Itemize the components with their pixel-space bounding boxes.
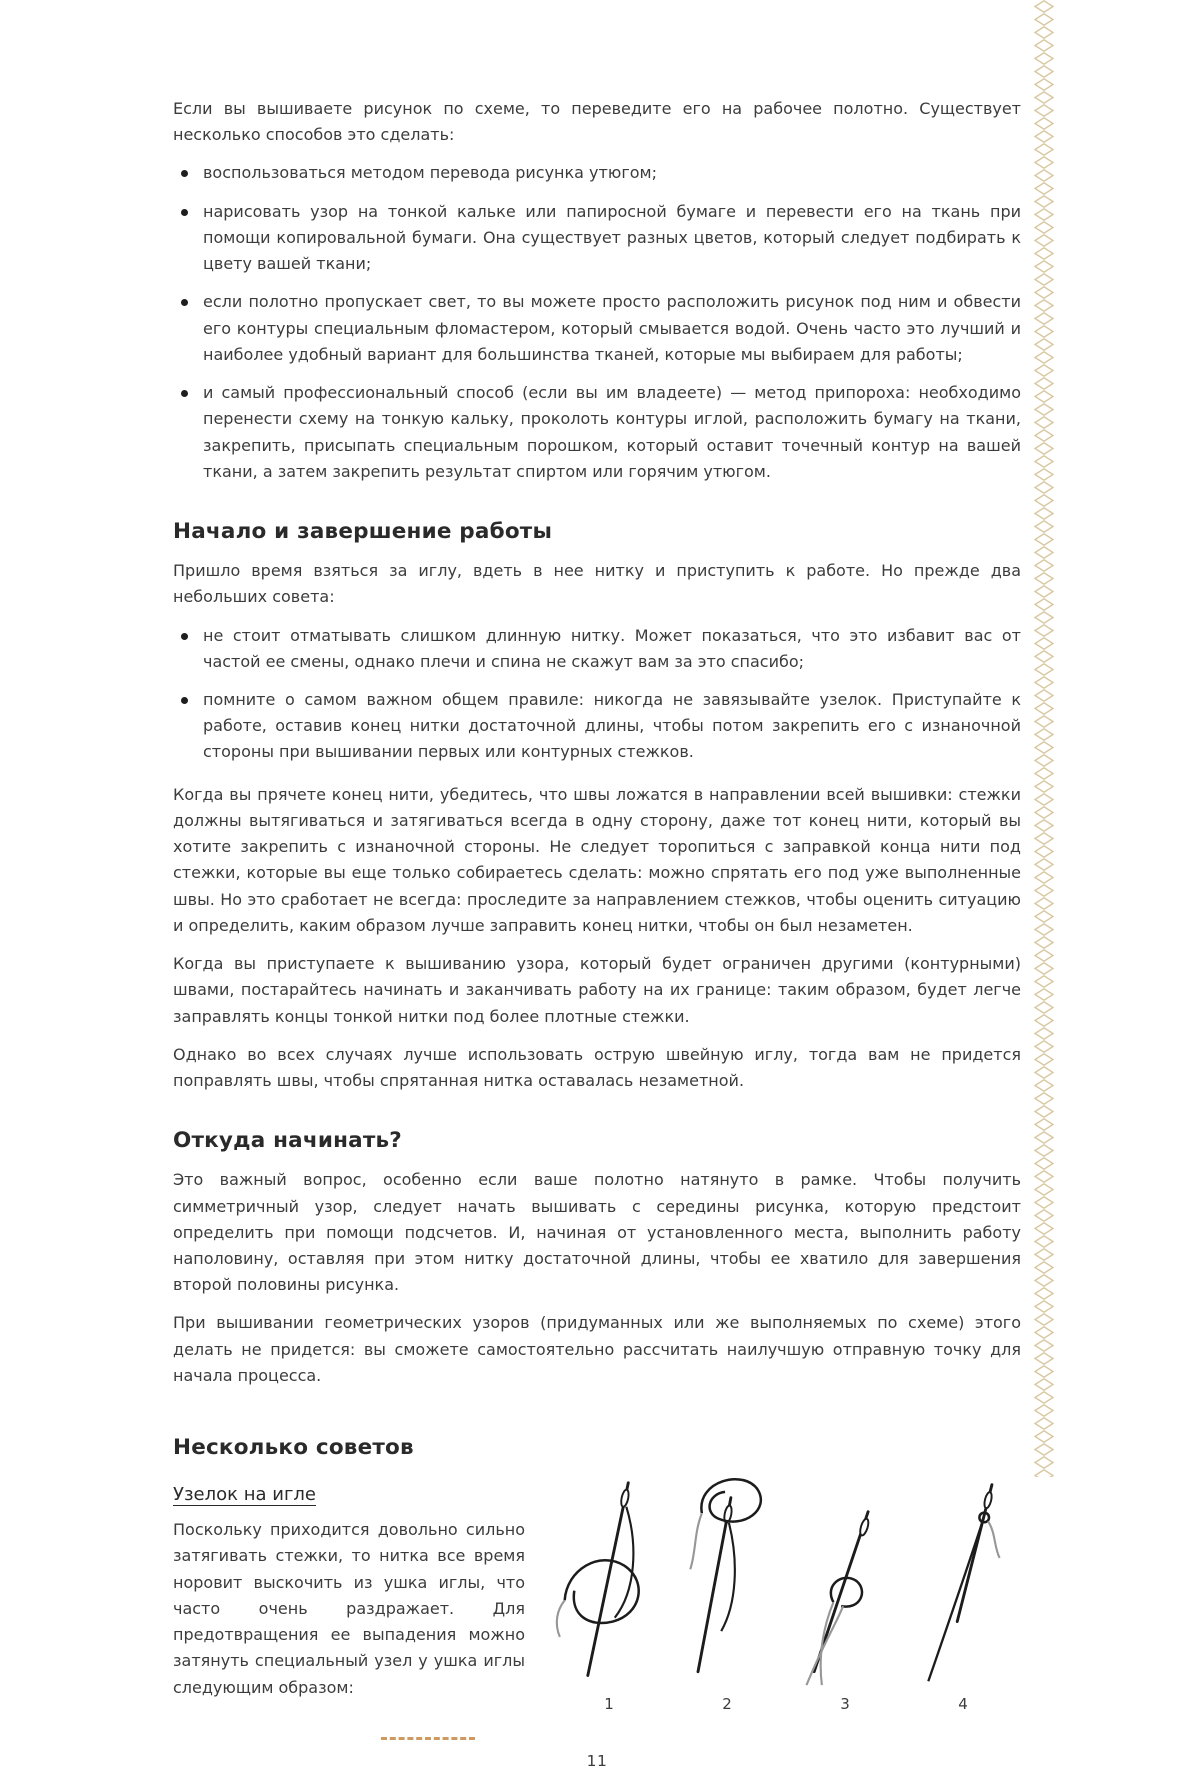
needle-knot-step3-icon <box>787 1477 903 1689</box>
list-item: нарисовать узор на тонкой кальке или папиросной бумаге и перевести его на ткань при помощи копировальной бумаги. Она существует разных цветов, который следует подбирать к цвету вашей ткани; <box>173 199 1021 278</box>
needle-loop-step2-icon <box>669 1465 785 1689</box>
figure-number: 4 <box>958 1694 968 1713</box>
dashed-divider <box>381 1737 475 1740</box>
figure-step-2 <box>669 1465 785 1713</box>
paragraph: Когда вы приступаете к вышиванию узора, который будет ограничен другими (контурными) швами, постарайтесь начинать и заканчивать работу на их границе: таким образом, будет легче заправлять концы тонкой нитки под более плотные стежки. <box>173 954 1021 1026</box>
paragraph: При вышивании геометрических узоров (придуманных или же выполняемых по схеме) этого делать не придется: вы сможете самостоятельно рассчитать наилучшую отправную точку для начала процесса. <box>173 1313 1021 1385</box>
diamond-chain-border-icon <box>1032 0 1056 1477</box>
tips-section <box>173 1401 1021 1713</box>
figure-step-1 <box>551 1477 667 1713</box>
list-item: помните о самом важном общем правиле: никогда не завязывайте узелок. Приступайте к работе, оставив конец нитки достаточной длины, чтобы потом закрепить его с изнаночной стороны при вышивании первых или контурных стежков. <box>173 687 1021 766</box>
paragraph: Когда вы прячете конец нити, убедитесь, что швы ложатся в направлении всей вышивки: стежки должны вытягиваться и затягиваться всегда в одну сторону, даже тот конец нити, который вы хотите закрепить с изнаночной стороны. Не следует торопиться с заправкой конца нити под стежки, которые вы еще только собираетесь сделать: можно спрятать его под уже выполненные швы. Но это сработает не всегда: проследите за направлением стежков, чтобы оценить ситуацию и определить, каким образом лучше заправить конец нитки, чтобы он был незаметен. <box>173 784 1021 935</box>
section-title-several-tips: Несколько советов <box>173 1435 414 1461</box>
paragraph: Это важный вопрос, особенно если ваше полотно натянуто в рамке. Чтобы получить симметричный узор, следует начать вышивать с середины рисунка, которую предстоит определить при помощи подсчетов. И, начиная от установленного места, выполнить работу наполовину, оставляя при этом нитку достаточной длины, чтобы ее хватило для завершения второй половины рисунка. <box>173 1170 1021 1295</box>
section-title-start-finish: Начало и завершение работы <box>173 519 553 545</box>
figure-number: 1 <box>604 1694 614 1713</box>
transfer-methods-list <box>173 160 1021 485</box>
figure-number: 2 <box>722 1694 732 1713</box>
figure-step-3 <box>787 1477 903 1713</box>
page-number: 11 <box>586 1751 608 1770</box>
section-title-where-to-start: Откуда начинать? <box>173 1128 402 1154</box>
needle-knot-steps-figure <box>537 1465 1021 1713</box>
subsection-title-needle-knot: Узелок на игле <box>173 1484 316 1506</box>
list-item: если полотно пропускает свет, то вы можете просто расположить рисунок под ним и обвести его контуры специальным фломастером, который смывается водой. Очень часто это лучший и наиболее удобный вариант для большинства тканей, которые мы выбираем для работы; <box>173 289 1021 368</box>
list-item: не стоит отматывать слишком длинную нитку. Может показаться, что это избавит вас от частой ее смены, однако плечи и спина не скажут вам за это спасибо; <box>173 623 1021 675</box>
tips-text-column <box>173 1401 525 1713</box>
intro-paragraph: Если вы вышиваете рисунок по схеме, то переведите его на рабочее полотно. Существует несколько способов это сделать: <box>173 99 1021 145</box>
list-item: воспользоваться методом перевода рисунка утюгом; <box>173 160 1021 186</box>
needle-loop-step1-icon <box>551 1477 667 1689</box>
figure-number: 3 <box>840 1694 850 1713</box>
list-item: и самый профессиональный способ (если вы им владеете) — метод припороха: необходимо перенести схему на тонкую кальку, проколоть контуры иглой, расположить бумагу на ткани, закрепить, присыпать специальным порошком, который оставит точечный контур на вашей ткани, а затем закрепить результат спиртом или горячим утюгом. <box>173 380 1021 485</box>
paragraph: Поскольку приходится довольно сильно затягивать стежки, то нитка все время норовит выскочить из ушка иглы, что часто очень раздражает. Для предотвращения ее выпадения можно затянуть специальный узел у ушка иглы следующим образом: <box>173 1520 525 1697</box>
figure-step-4 <box>905 1477 1021 1713</box>
advice-list <box>173 623 1021 766</box>
needle-knot-step4-icon <box>905 1477 1021 1689</box>
paragraph: Пришло время взяться за иглу, вдеть в нее нитку и приступить к работе. Но прежде два небольших совета: <box>173 561 1021 607</box>
paragraph: Однако во всех случаях лучше использовать острую швейную иглу, тогда вам не придется поправлять швы, чтобы спрятанная нитка оставалась незаметной. <box>173 1044 1021 1091</box>
page-content <box>173 96 1021 1770</box>
